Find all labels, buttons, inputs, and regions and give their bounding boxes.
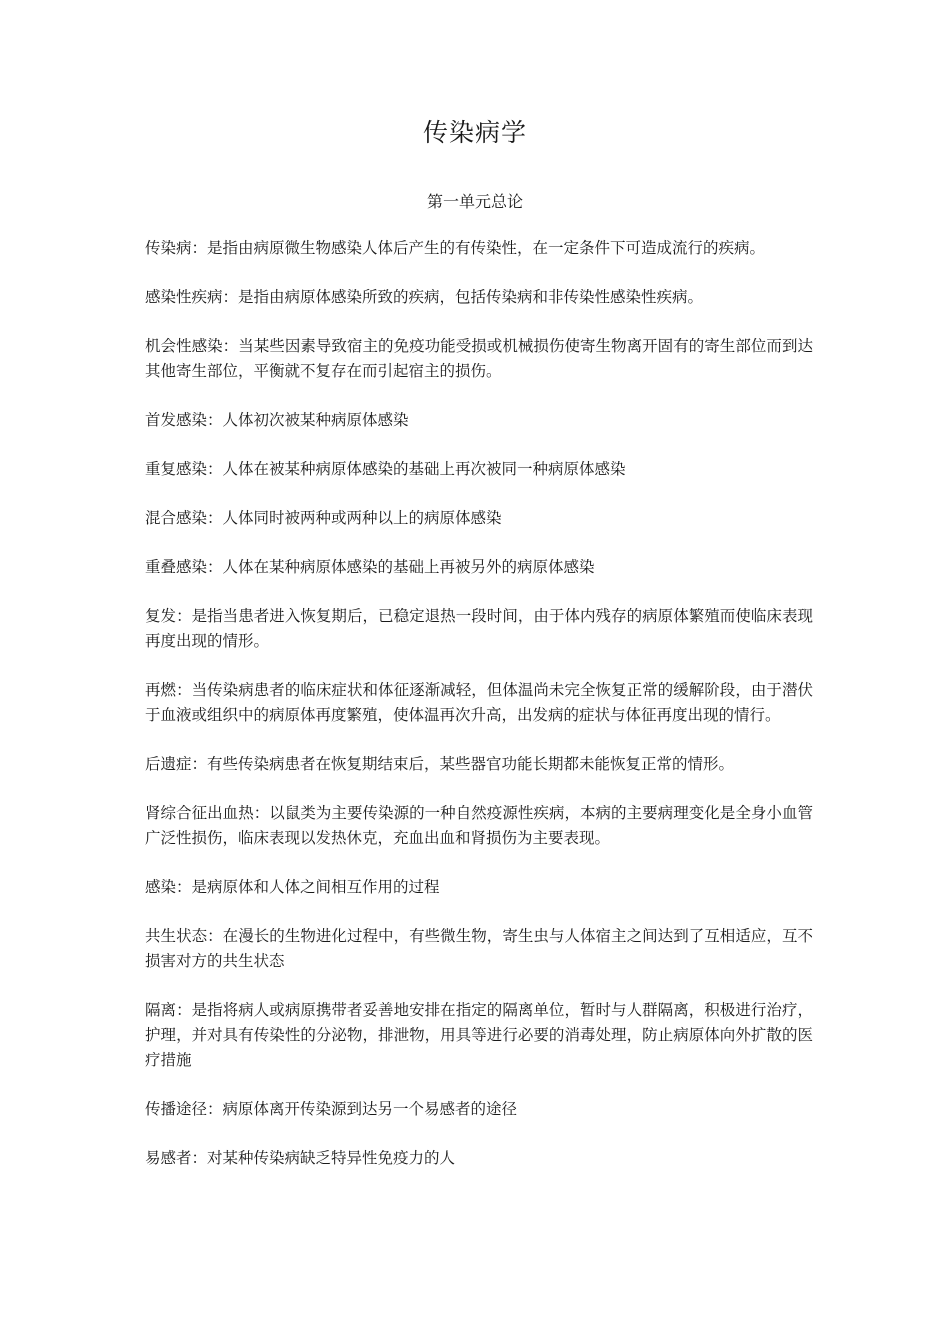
definition-reinfection: 重复感染：人体在被某种病原体感染的基础上再次被同一种病原体感染	[145, 460, 626, 478]
definition-isolation: 隔离：是指将病人或病原携带者妥善地安排在指定的隔离单位，暂时与人群隔离，积极进行治疗，护理，并对具有传染性的分泌物，排泄物，用具等进行必要的消毒处理，防止病原体向外扩散的医疗措施	[145, 1001, 813, 1069]
section-title: 第一单元总论	[426, 192, 523, 211]
definition-infective-disease: 感染性疾病：是指由病原体感染所致的疾病，包括传染病和非传染性感染性疾病。	[145, 288, 704, 306]
definition-sequela: 后遗症：有些传染病患者在恢复期结束后，某些器官功能长期都未能恢复正常的情形。	[145, 755, 735, 773]
definition-list	[145, 236, 813, 1195]
definition-superinfection: 重叠感染：人体在某种病原体感染的基础上再被另外的病原体感染	[145, 558, 595, 576]
document-title: 传染病学	[422, 118, 527, 147]
definition-coinfection: 混合感染：人体同时被两种或两种以上的病原体感染	[145, 509, 502, 527]
definition-opportunistic-infection: 机会性感染：当某些因素导致宿主的免疫功能受损或机械损伤使寄生物离开固有的寄生部位而到达其他寄生部位，平衡就不复存在而引起宿主的损伤。	[145, 337, 813, 380]
definition-recrudescence: 再燃：当传染病患者的临床症状和体征逐渐减轻，但体温尚未完全恢复正常的缓解阶段，由于潜伏于血液或组织中的病原体再度繁殖，使体温再次升高，出发病的症状与体征再度出现的情行。	[145, 681, 813, 724]
definition-susceptible-person: 易感者：对某种传染病缺乏特异性免疫力的人	[145, 1149, 456, 1167]
definition-commensalism: 共生状态：在漫长的生物进化过程中，有些微生物，寄生虫与人体宿主之间达到了互相适应，互不损害对方的共生状态	[145, 927, 813, 970]
definition-hfrs: 肾综合征出血热：以鼠类为主要传染源的一种自然疫源性疾病，本病的主要病理变化是全身小血管广泛性损伤，临床表现以发热休克，充血出血和肾损伤为主要表现。	[145, 804, 813, 847]
definition-infectious-disease: 传染病：是指由病原微生物感染人体后产生的有传染性，在一定条件下可造成流行的疾病。	[145, 239, 766, 257]
definition-primary-infection: 首发感染：人体初次被某种病原体感染	[145, 411, 409, 429]
definition-route-of-transmission: 传播途径：病原体离开传染源到达另一个易感者的途径	[145, 1100, 518, 1118]
definition-infection: 感染：是病原体和人体之间相互作用的过程	[145, 878, 440, 896]
definition-relapse: 复发：是指当患者进入恢复期后，已稳定退热一段时间，由于体内残存的病原体繁殖而使临床表现再度出现的情形。	[145, 607, 813, 650]
